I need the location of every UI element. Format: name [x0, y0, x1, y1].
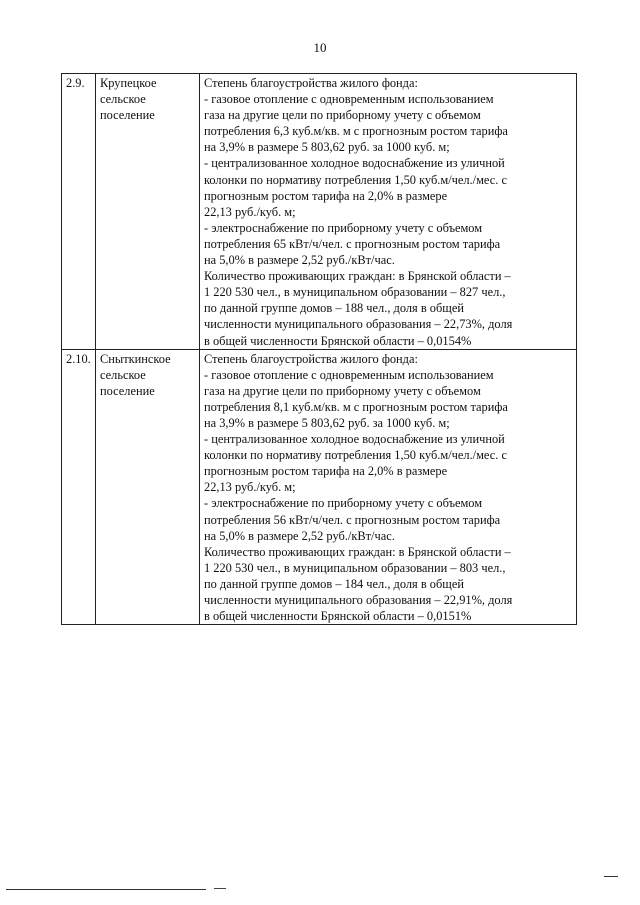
description-line: колонки по нормативу потребления 1,50 куб.м/чел./мес. с	[204, 172, 507, 187]
description-line: потребления 56 кВт/ч/чел. с прогнозным ростом тарифа	[204, 512, 501, 527]
description-line: 22,13 руб./куб. м;	[204, 480, 296, 495]
description-line: 22,13 руб./куб. м;	[204, 204, 296, 219]
settlement-name-line: сельское	[100, 367, 146, 382]
settlement-name-line: Крупецкое	[100, 76, 157, 90]
description-line: - электроснабжение по приборному учету с объемом	[204, 220, 483, 235]
page-number: 10	[313, 40, 327, 55]
description-line: в общей численности Брянской области – 0,0151%	[204, 609, 472, 624]
footer-rule	[6, 889, 206, 890]
table-row	[62, 74, 577, 350]
description-line: прогнозным ростом тарифа на 2,0% в размере	[204, 464, 448, 479]
settlement-description	[200, 74, 577, 350]
description-line: - газовое отопление с одновременным использованием	[204, 367, 494, 382]
description-line: на 3,9% в размере 5 803,62 руб. за 1000 куб. м;	[204, 415, 450, 430]
description-line: 1 220 530 чел., в муниципальном образовании – 803 чел.,	[204, 560, 506, 575]
description-line: прогнозным ростом тарифа на 2,0% в размере	[204, 188, 448, 203]
row-number: 2.10.	[62, 349, 96, 625]
description-line: численности муниципального образования – 22,73%, доля	[204, 317, 513, 332]
table-body	[62, 74, 577, 625]
settlement-name	[96, 74, 200, 350]
description-line: Степень благоустройства жилого фонда:	[204, 76, 418, 90]
description-line: потребления 65 кВт/ч/чел. с прогнозным ростом тарифа	[204, 236, 501, 251]
table-row	[62, 349, 577, 625]
settlement-description	[200, 349, 577, 625]
description-line: - централизованное холодное водоснабжение из уличной	[204, 156, 505, 171]
description-line: по данной группе домов – 188 чел., доля в общей	[204, 301, 464, 316]
description-line: в общей численности Брянской области – 0,0154%	[204, 333, 472, 348]
settlement-name	[96, 349, 200, 625]
description-line: численности муниципального образования – 22,91%, доля	[204, 593, 513, 607]
settlement-table	[61, 73, 577, 625]
description-line: колонки по нормативу потребления 1,50 куб.м/чел./мес. с	[204, 448, 507, 463]
description-line: на 5,0% в размере 2,52 руб./кВт/час.	[204, 253, 395, 268]
settlement-name-line: сельское	[100, 92, 146, 107]
settlement-name-line: Сныткинское	[100, 351, 171, 366]
description-line: Количество проживающих граждан: в Брянской области –	[204, 544, 511, 559]
description-line: потребления 8,1 куб.м/кв. м с прогнозным ростом тарифа	[204, 399, 508, 414]
description-line: Степень благоустройства жилого фонда:	[204, 351, 418, 366]
description-line: 1 220 530 чел., в муниципальном образовании – 827 чел.,	[204, 285, 506, 300]
description-line: - газовое отопление с одновременным использованием	[204, 92, 494, 107]
settlement-name-line: поселение	[100, 108, 155, 123]
description-line: Количество проживающих граждан: в Брянской области –	[204, 269, 511, 284]
description-line: - централизованное холодное водоснабжение из уличной	[204, 432, 505, 447]
description-line: газа на другие цели по приборному учету с объемом	[204, 383, 481, 398]
description-line: по данной группе домов – 184 чел., доля в общей	[204, 576, 464, 591]
description-line: газа на другие цели по приборному учету с объемом	[204, 108, 481, 123]
description-line: на 5,0% в размере 2,52 руб./кВт/час.	[204, 528, 395, 543]
footer-dash	[214, 888, 226, 889]
settlement-name-line: поселение	[100, 383, 155, 398]
description-line: потребления 6,3 куб.м/кв. м с прогнозным ростом тарифа	[204, 124, 508, 139]
row-number: 2.9.	[62, 74, 96, 350]
description-line: на 3,9% в размере 5 803,62 руб. за 1000 куб. м;	[204, 140, 450, 155]
description-line: - электроснабжение по приборному учету с объемом	[204, 496, 483, 511]
margin-mark	[604, 876, 618, 877]
